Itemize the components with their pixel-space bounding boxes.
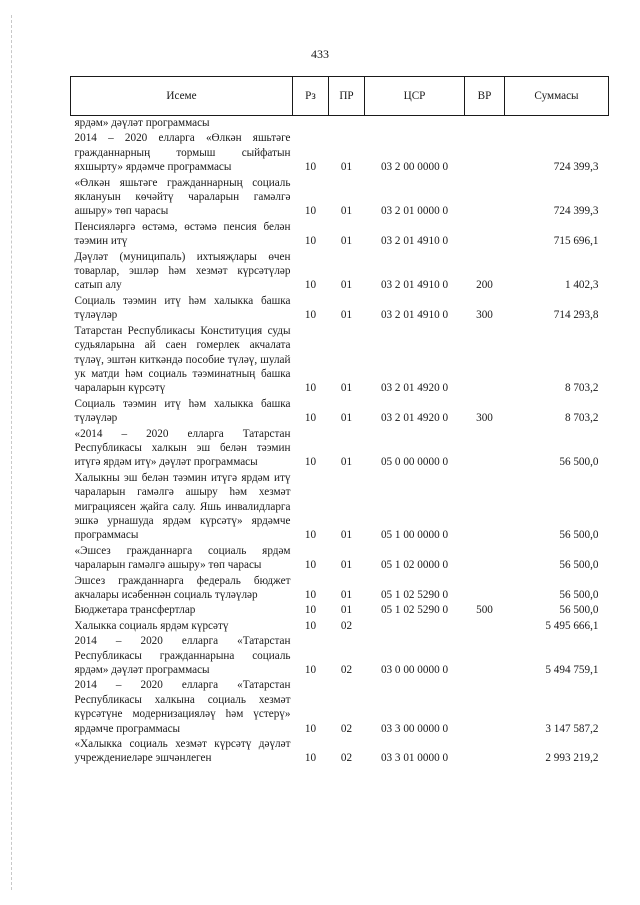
row-csr-cell: 05 1 02 5290 0 [380,604,449,617]
row-csr-cell: 03 2 01 4910 0 [380,279,449,292]
row-pr-cell: 01 [340,161,353,174]
row-rz-cell: 10 [304,664,317,677]
row-rz-cell: 10 [304,161,317,174]
row-vr-cell: 300 [476,412,493,425]
table-row [71,737,609,767]
row-csr-cell: 03 2 01 4910 0 [380,235,449,248]
table-row [71,619,609,634]
row-sum-cell: 5 494 759,1 [545,664,599,677]
row-pr-cell: 01 [340,382,353,395]
row-rz-cell: 10 [304,619,317,632]
table-row [71,471,609,544]
row-sum-cell: 3 147 587,2 [545,722,599,735]
row-name-cell: Бюджетара трансфертлар [74,604,196,617]
row-name-cell: ярдәм» дәүләт программасы [74,117,210,129]
row-pr-cell: 01 [340,309,353,322]
row-pr-cell: 01 [340,559,353,572]
row-rz-cell: 10 [304,752,317,765]
row-name-cell: 2014 – 2020 елларга «Татарстан Республикасы гражданнарына социаль ярдәм» дәүләт программасы [74,635,291,677]
row-pr-cell: 01 [340,529,353,542]
row-rz-cell: 10 [304,412,317,425]
column-header-vr: ВР [465,77,505,116]
row-name-cell: «2014 – 2020 елларга Татарстан Республикасы халкын эш белән тәэмин итүгә ярдәм итү» дәүләт программасы [74,427,291,469]
row-vr-cell [465,471,505,544]
row-sum-cell [505,116,609,132]
row-vr-cell: 300 [476,309,493,322]
row-rz-cell [293,116,329,132]
row-pr-cell: 01 [340,412,353,425]
row-sum-cell: 8 703,2 [564,382,599,395]
row-csr-cell: 03 2 01 4920 0 [380,412,449,425]
row-pr-cell: 02 [340,619,353,632]
row-sum-cell: 56 500,0 [559,456,599,469]
row-sum-cell: 724 399,3 [553,161,599,174]
row-pr-cell: 01 [340,279,353,292]
row-pr-cell: 01 [340,589,353,601]
row-rz-cell: 10 [304,382,317,395]
row-pr-cell: 01 [340,456,353,469]
row-rz-cell: 10 [304,309,317,322]
table-row [71,176,609,220]
row-rz-cell: 10 [304,279,317,292]
row-pr-cell: 02 [340,664,353,677]
row-vr-cell [465,619,505,634]
page-number: 433 [311,47,329,61]
row-csr-cell: 03 2 01 4920 0 [380,382,449,395]
row-name-cell: Халыкка социаль ярдәм күрсәтү [74,619,229,632]
row-vr-cell [465,176,505,220]
table-row [71,250,609,294]
table-row [71,116,609,132]
row-rz-cell: 10 [304,559,317,572]
row-vr-cell: 500 [476,604,493,617]
row-csr-cell: 05 1 00 0000 0 [380,529,449,542]
row-sum-cell: 715 696,1 [553,235,599,248]
row-vr-cell [465,678,505,737]
table-row [71,397,609,427]
row-name-cell: «Эшсез гражданнарга социаль ярдәм чараларын гамәлгә ашыру» төп чарасы [74,544,291,572]
row-vr-cell [465,324,505,397]
table-row [71,131,609,175]
row-vr-cell: 200 [476,279,493,292]
row-vr-cell [465,220,505,250]
table-row [71,678,609,737]
row-csr-cell: 05 1 02 5290 0 [380,589,449,601]
row-pr-cell [329,116,365,132]
row-sum-cell: 56 500,0 [559,559,599,572]
row-name-cell: Татарстан Республикасы Конституция суды судьяларына ай саен гомерлек акчалата түләү, эштән киткәндә пособие түләү, шулай ук матди һәм социаль тәэминатның башка чараларын күрсәтү [74,324,291,395]
budget-table [70,76,609,767]
row-name-cell: Дәүләт (муниципаль) ихтыяҗлары өчен товарлар, эшләр һәм хезмәт күрсәтүләр сатып алу [74,250,291,292]
row-pr-cell: 01 [340,604,353,617]
table-row [71,294,609,324]
row-rz-cell: 10 [304,529,317,542]
row-name-cell: Социаль тәэмин итү һәм халыкка башка түләүләр [74,397,291,425]
row-rz-cell: 10 [304,456,317,469]
row-rz-cell: 10 [304,589,317,601]
row-name-cell: 2014 – 2020 елларга «Татарстан Республикасы халкына социаль хезмәт күрсәтүне модернизацияләү һәм үстерү» ярдәмче программасы [74,679,291,735]
row-rz-cell: 10 [304,722,317,735]
row-sum-cell: 56 500,0 [559,529,599,542]
row-name-cell: 2014 – 2020 елларга «Өлкән яшьтәге гражданнарның тормыш сыйфатын яхшырту» ярдәмче программасы [74,132,291,174]
row-pr-cell: 02 [340,722,353,735]
row-sum-cell: 8 703,2 [564,412,599,425]
row-vr-cell [465,427,505,471]
row-name-cell: Социаль тәэмин итү һәм халыкка башка түләүләр [74,294,291,322]
table-body [71,116,609,767]
row-vr-cell [465,574,505,604]
row-sum-cell: 56 500,0 [559,604,599,617]
row-sum-cell: 724 399,3 [553,205,599,218]
row-csr-cell: 03 0 00 0000 0 [380,664,449,677]
table-row [71,324,609,397]
row-csr-cell: 05 1 02 0000 0 [380,559,449,572]
column-header-pr: ПР [329,77,365,116]
row-sum-cell: 714 293,8 [553,309,599,322]
column-header-sum: Суммасы [505,77,609,116]
table-row [71,427,609,471]
row-sum-cell: 5 495 666,1 [545,619,599,632]
row-name-cell: Халыкны эш белән тәэмин итүгә ярдәм итү чараларын гамәлгә ашыру һәм хезмәт миграциясен җайга салу. Яшь инвалидларга эшкә урнашуда ярдәм күрсәтү» ярдәмче программасы [74,471,291,542]
column-header-rz: Рз [293,77,329,116]
row-csr-cell: 05 0 00 0000 0 [380,456,449,469]
table-row [71,574,609,604]
row-pr-cell: 02 [340,752,353,765]
row-vr-cell [465,544,505,574]
row-name-cell: «Өлкән яшьтәге гражданнарның социаль яклануын көчәйтү чараларын гамәлгә ашыру» төп чарасы [74,176,291,218]
row-csr-cell: 03 3 01 0000 0 [380,752,449,765]
row-sum-cell: 1 402,3 [564,279,599,292]
row-name-cell: Эшсез гражданнарга федераль бюджет акчалары исәбеннән социаль түләүләр [74,574,291,601]
table-header-row [71,77,609,116]
row-sum-cell: 2 993 219,2 [545,752,599,765]
table-row [71,544,609,574]
column-header-name: Исеме [71,77,293,116]
row-csr-cell: 03 2 01 4910 0 [380,309,449,322]
row-pr-cell: 01 [340,205,353,218]
row-csr-cell: 03 2 01 0000 0 [380,205,449,218]
row-csr-cell: 03 3 00 0000 0 [380,722,449,735]
row-name-cell: Пенсияләргә өстәмә, өстәмә пенсия белән тәэмин итү [74,220,291,248]
table-row [71,220,609,250]
margin-line [11,15,12,890]
row-csr-cell [365,116,465,132]
row-rz-cell: 10 [304,604,317,617]
column-header-csr: ЦСР [365,77,465,116]
table-row [71,603,609,618]
row-pr-cell: 01 [340,235,353,248]
row-rz-cell: 10 [304,205,317,218]
row-csr-cell: 03 2 00 0000 0 [380,161,449,174]
row-vr-cell [465,131,505,175]
table-row [71,634,609,678]
row-name-cell: «Халыкка социаль хезмәт күрсәтү дәүләт учреждениеләре эшчәнлеген [74,738,291,765]
row-sum-cell: 56 500,0 [559,589,599,601]
row-rz-cell: 10 [304,235,317,248]
row-vr-cell [465,737,505,767]
row-csr-cell [365,619,465,634]
row-vr-cell [465,116,505,132]
row-vr-cell [465,634,505,678]
